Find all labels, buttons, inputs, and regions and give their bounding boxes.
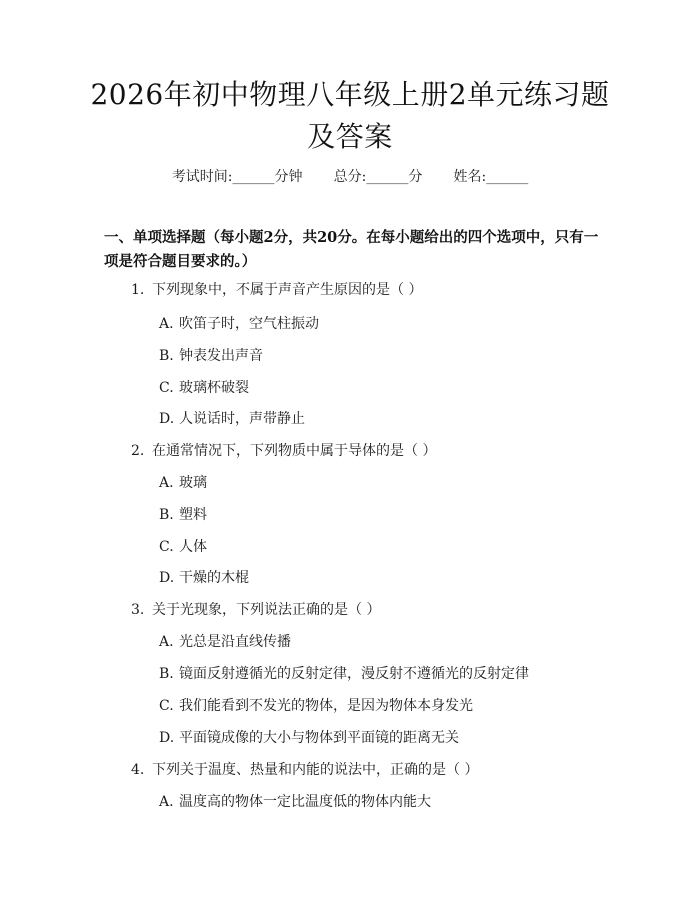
option-letter: B. — [159, 507, 174, 523]
option-2a — [159, 472, 207, 492]
question-1 — [131, 279, 422, 299]
section-heading: 一、单项选择题（每小题2分，共20分。在每小题给出的四个选项中，只有一项是符合题目要求的。） — [104, 229, 599, 270]
score-blank: ______ — [366, 169, 409, 185]
score-unit: 分 — [408, 169, 423, 185]
option-text: 人说话时，声带静止 — [179, 411, 305, 427]
option-text: 镜面反射遵循光的反射定律，漫反射不遵循光的反射定律 — [179, 666, 529, 682]
option-text: 玻璃杯破裂 — [179, 380, 249, 396]
question-3 — [131, 599, 380, 619]
option-letter: D. — [159, 570, 175, 586]
option-letter: D. — [159, 411, 175, 427]
option-2d — [159, 567, 249, 587]
question-text: 下列关于温度、热量和内能的说法中，正确的是（ ） — [152, 762, 479, 778]
question-text: 关于光现象，下列说法正确的是（ ） — [152, 602, 381, 618]
option-letter: D. — [159, 730, 175, 746]
option-letter: C. — [159, 698, 174, 714]
option-text: 吹笛子时，空气柱振动 — [179, 316, 319, 332]
option-text: 塑料 — [179, 507, 207, 523]
question-number: 1. — [131, 282, 145, 298]
question-text: 在通常情况下，下列物质中属于导体的是（ ） — [152, 443, 437, 459]
name-label: 姓名: — [453, 169, 487, 185]
option-text: 钟表发出声音 — [179, 348, 263, 364]
option-3c — [159, 695, 473, 715]
option-text: 干燥的木棍 — [179, 570, 249, 586]
option-3b — [159, 663, 529, 683]
option-letter: B. — [159, 348, 174, 364]
option-1d — [159, 408, 305, 428]
option-letter: A. — [159, 475, 174, 491]
option-letter: A. — [159, 316, 174, 332]
option-4a — [159, 791, 431, 811]
option-1a — [159, 313, 319, 333]
option-3a — [159, 631, 291, 651]
option-letter: C. — [159, 539, 174, 555]
option-3d — [159, 727, 459, 747]
time-unit: 分钟 — [274, 169, 303, 185]
time-label: 考试时间: — [171, 169, 233, 185]
option-1c — [159, 377, 249, 397]
option-text: 温度高的物体一定比温度低的物体内能大 — [179, 794, 431, 810]
question-text: 下列现象中，不属于声音产生原因的是（ ） — [152, 282, 423, 298]
question-number: 4. — [131, 762, 145, 778]
time-blank: ______ — [232, 169, 275, 185]
option-2c — [159, 536, 207, 556]
page-title: 2026年初中物理八年级上册2单元练习题及答案 — [90, 78, 610, 153]
question-number: 3. — [131, 602, 145, 618]
option-text: 玻璃 — [179, 475, 207, 491]
name-blank: ______ — [486, 169, 529, 185]
option-text: 平面镜成像的大小与物体到平面镜的距离无关 — [179, 730, 459, 746]
option-text: 人体 — [179, 539, 207, 555]
option-letter: A. — [159, 634, 174, 650]
question-4 — [131, 759, 478, 779]
score-label: 总分: — [333, 169, 367, 185]
option-text: 我们能看到不发光的物体，是因为物体本身发光 — [179, 698, 473, 714]
option-text: 光总是沿直线传播 — [179, 634, 291, 650]
option-letter: C. — [159, 380, 174, 396]
question-number: 2. — [131, 443, 145, 459]
question-2 — [131, 440, 436, 460]
option-1b — [159, 345, 263, 365]
option-2b — [159, 504, 207, 524]
option-letter: A. — [159, 794, 174, 810]
option-letter: B. — [159, 666, 174, 682]
exam-info-line — [0, 166, 700, 186]
